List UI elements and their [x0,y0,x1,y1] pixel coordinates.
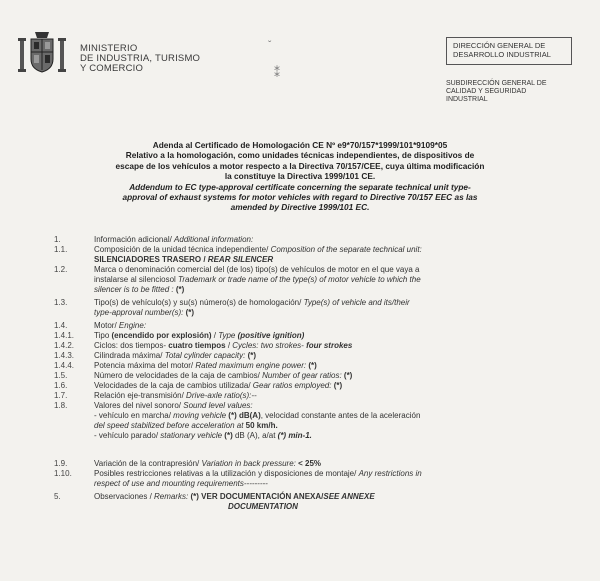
item-1-4-4: 1.4.4. Potencia máxima del motor/ Rated maximum engine power: (*) [54,361,317,370]
directorate-box: DIRECCIÓN GENERAL DE DESARROLLO INDUSTRIAL [446,37,572,65]
item-1-5: 1.5. Número de velocidades de la caja de cambios/ Number of gear ratios: (*) [54,371,353,380]
pen-mark: ⁑ [274,66,280,80]
ministry-name: MINISTERIO DE INDUSTRIA, TURISMO Y COMERCIO [80,43,201,74]
pen-mark: ˇ [268,40,272,51]
item-1-4-2: 1.4.2. Ciclos: dos tiempos- cuatro tiempos / Cycles: two strokes- four strokes [54,341,353,350]
spanish-coat-of-arms-logo [18,30,66,76]
item-1-4: 1.4. Motor/ Engine: [54,321,147,330]
item-1-9: 1.9. Variación de la contrapresión/ Variation in back pressure: < 25% [54,459,322,468]
item-1: 1. Información adicional/ Additional information: [54,235,254,244]
item-1-4-1: 1.4.1. Tipo (encendido por explosión) / Type (positive ignition) [54,331,305,340]
item-1-8: 1.8. Valores del nivel sonoro/ Sound level values: - vehículo en marcha/ moving vehicle (*) dB(A), velocidad constante antes de la aceleración del speed stabilized before acceleration at 50 km/h. - vehículo parado/ stationary vehicle (*) dB (A), a/at (*) min-1. [54,401,421,440]
item-1-10: 1.10. Posibles restricciones relativas a la utilización y disposiciones de montaje/ Any restrictions in respect of use and mounting requirements--------- [54,469,422,488]
item-list [54,235,574,512]
item-1-2: 1.2. Marca o denominación comercial del (de los) tipo(s) de vehículos de motor en el que vaya a instalarse al silenciosol Trademark or trade name of the type(s) of motor vehicle to which the silencer is to be fitted : (*) [54,265,421,294]
item-1-7: 1.7. Relación eje-transmisión/ Drive-axle ratio(s):-- [54,391,257,400]
item-1-6: 1.6. Velocidades de la caja de cambios utilizada/ Gear ratios employed: (*) [54,381,343,390]
subdirectorate: SUBDIRECCIÓN GENERAL DE CALIDAD Y SEGURIDAD INDUSTRIAL [446,80,547,103]
item-1-3: 1.3. Tipo(s) de vehículo(s) y su(s) número(s) de homologación/ Type(s) of vehicle and its/their type-approval number(s): (*) [54,298,410,317]
item-1-1: 1.1. Composición de la unidad técnica independiente/ Composition of the separate technical unit: SILENCIADORES TRASERO / REAR SILENCER [54,245,422,264]
item-5: 5. Observaciones / Remarks: (*) VER DOCUMENTACIÓN ANEXA/SEE ANNEXE DOCUMENTATION [54,492,375,511]
item-1-4-3: 1.4.3. Cilindrada máxima/ Total cylinder capacity: (*) [54,351,257,360]
document-heading: Adenda al Certificado de Homologación CE Nº e9*70/157*1999/101*9109*05 Relativo a la homologación, como unidades técnicas independientes, de dispositivos de escape de los vehículos a motor respecto a la Directiva 70/157/CEE, cuya última modificación la constituye la Directiva 1999/101 CE. Addendum to EC type-approval certificate concerning the separate technical unit type- approval of exhaust systems for motor vehicles with regard to Directive 70/157 EEC as las amended by Directive 1999/101 EC. [115,140,485,213]
